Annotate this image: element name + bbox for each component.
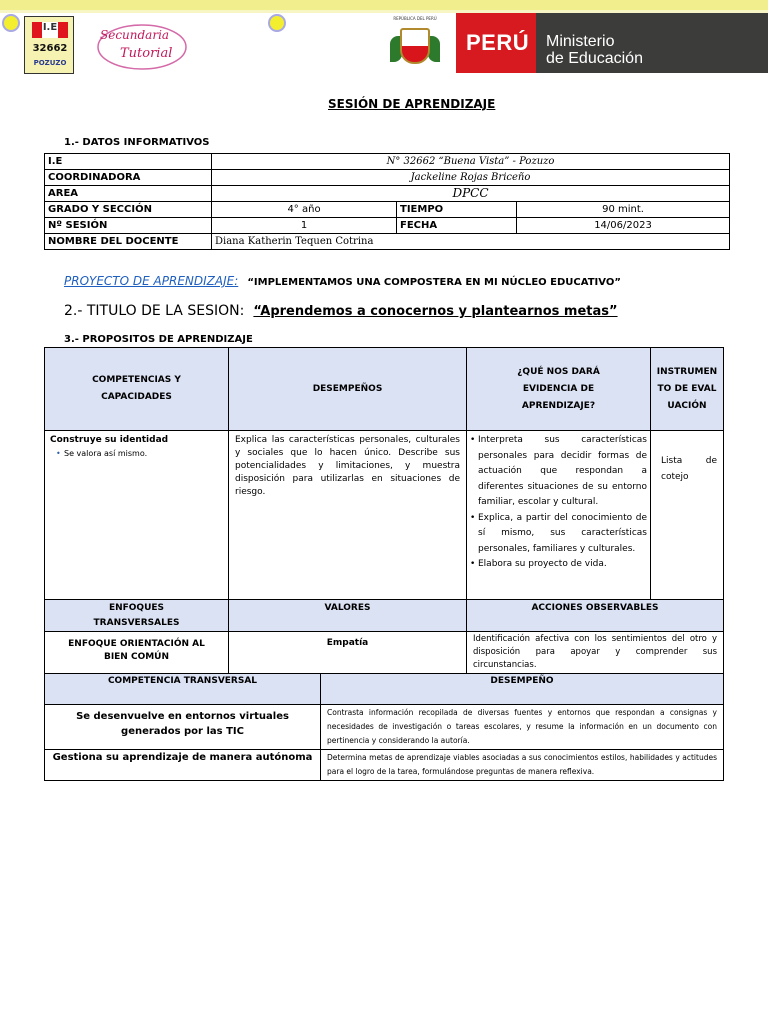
desempeno-cell: Explica las características personales, culturales y sociales que lo hacen único. Describe sus potencialidades y limitaciones, y muestra disposición para utilizarlas en situaciones de riesgo. — [229, 431, 467, 600]
table-row — [45, 218, 730, 234]
competencia-cell — [45, 431, 229, 600]
tutorial-logo — [96, 22, 188, 72]
grade-value: 4° año — [212, 202, 397, 218]
list-item: • Explica, a partir del conocimiento de sí mismo, sus características personales, familiares y culturales. — [470, 511, 647, 558]
table-row — [45, 170, 730, 186]
area-label: AREA — [45, 186, 212, 202]
accion-cell: Identificación afectiva con los sentimientos del otro y disposición para apoyar y comprender sus circunstancias. — [467, 632, 724, 674]
transversal-competencia-2: Gestiona su aprendizaje de manera autónoma — [45, 750, 321, 781]
table-row — [45, 674, 724, 705]
table-row — [45, 750, 724, 781]
section2-heading — [64, 300, 618, 319]
project-value: “IMPLEMENTAMOS UNA COMPOSTERA EN MI NÚCLEO EDUCATIVO” — [247, 277, 621, 288]
tutorial-logo-line1: Secundaria — [100, 28, 170, 42]
grade-label: GRADO Y SECCIÓN — [45, 202, 212, 218]
transversal-table — [44, 673, 724, 781]
header-enfoques: ENFOQUES TRANSVERSALES — [45, 600, 229, 632]
time-value: 90 mint. — [517, 202, 730, 218]
table-row — [45, 431, 724, 600]
peru-label: PERÚ — [466, 30, 530, 55]
peru-brand — [456, 13, 536, 73]
transversal-desempeno-1: Contrasta información recopilada de diversas fuentes y entornos que respondan a consignas y necesidades de investigación o tareas escolares, y resume la información en un documento con pertinencia y considerando la autoría. — [321, 705, 724, 750]
list-item: • Interpreta sus características personales para decidir formas de actuación que respondan a diferentes situaciones de su entorno familiar, escolar y cultural. — [470, 433, 647, 511]
session-value: 1 — [212, 218, 397, 234]
decorative-dot-icon — [2, 14, 20, 32]
school-logo-town: POZUZO — [33, 59, 67, 67]
list-item: • Se valora así mismo. — [56, 447, 223, 460]
ministry-brand — [536, 13, 768, 73]
time-label: TIEMPO — [397, 202, 517, 218]
tutorial-logo-line2: Tutorial — [120, 46, 173, 61]
school-logo-text: I.E — [42, 22, 58, 33]
transversal-competencia-1: Se desenvuelve en entornos virtuales generados por las TIC — [45, 705, 321, 750]
date-label: FECHA — [397, 218, 517, 234]
instrumento-cell: Lista de cotejo — [651, 431, 724, 600]
top-stripe — [0, 0, 768, 10]
table-row — [45, 348, 724, 431]
ie-value: N° 32662 “Buena Vista” - Pozuzo — [212, 154, 730, 170]
purposes-table — [44, 347, 724, 674]
project-label: PROYECTO DE APRENDIZAJE: — [64, 274, 239, 288]
valor-cell: Empatía — [229, 632, 467, 674]
school-logo-number: 32662 — [32, 43, 68, 54]
header-desempenos: DESEMPEÑOS — [229, 348, 467, 431]
header-competencia-transversal: COMPETENCIA TRANSVERSAL — [45, 674, 321, 705]
shield-icon — [400, 28, 430, 64]
coord-label: COORDINADORA — [45, 170, 212, 186]
header-acciones: ACCIONES OBSERVABLES — [467, 600, 724, 632]
header-competencias: COMPETENCIAS Y CAPACIDADES — [45, 348, 229, 431]
coord-value: Jackeline Rojas Briceño — [212, 170, 730, 186]
teacher-value: Diana Katherin Tequen Cotrina — [212, 234, 730, 250]
section1-heading: 1.- DATOS INFORMATIVOS — [64, 137, 210, 148]
session-label: Nº SESIÓN — [45, 218, 212, 234]
header-valores: VALORES — [229, 600, 467, 632]
table-row — [45, 234, 730, 250]
competencia-name: Construye su identidad — [50, 435, 169, 445]
capacidades-list — [56, 447, 223, 460]
header-instrumento: INSTRUMENTO DE EVALUACIÓN — [651, 348, 724, 431]
teacher-label: NOMBRE DEL DOCENTE — [45, 234, 212, 250]
enfoque-cell: ENFOQUE ORIENTACIÓN AL BIEN COMÚN — [45, 632, 229, 674]
header-desempeno-transversal: DESEMPEÑO — [321, 674, 724, 705]
list-item: • Elabora su proyecto de vida. — [470, 557, 647, 573]
school-logo — [24, 16, 74, 74]
ministry-line2: de Educación — [546, 50, 643, 67]
evidencia-cell — [467, 431, 651, 600]
table-row — [45, 154, 730, 170]
area-value: DPCC — [212, 186, 730, 202]
table-row — [45, 705, 724, 750]
header-evidencia: ¿QUÉ NOS DARÁ EVIDENCIA DE APRENDIZAJE? — [467, 348, 651, 431]
ie-label: I.E — [45, 154, 212, 170]
section2-label: 2.- TITULO DE LA SESION: — [64, 303, 245, 319]
emblem-caption: REPÚBLICA DEL PERÚ — [393, 16, 437, 21]
date-value: 14/06/2023 — [517, 218, 730, 234]
table-row — [45, 186, 730, 202]
decorative-dot-icon — [268, 14, 286, 32]
project-line — [64, 270, 621, 289]
national-emblem — [388, 16, 442, 74]
ministry-line1: Ministerio — [546, 33, 615, 50]
page-title: SESIÓN DE APRENDIZAJE — [328, 97, 496, 111]
table-row — [45, 202, 730, 218]
info-table — [44, 153, 730, 250]
section2-value: “Aprendemos a conocernos y plantearnos metas” — [253, 304, 618, 319]
transversal-desempeno-2: Determina metas de aprendizaje viables asociadas a sus conocimientos estilos, habilidades y actitudes para el logro de la tarea, formulándose preguntas de manera reflexiva. — [321, 750, 724, 781]
table-row — [45, 600, 724, 632]
table-row — [45, 632, 724, 674]
section3-heading: 3.- PROPOSITOS DE APRENDIZAJE — [64, 334, 253, 345]
evidencias-list — [470, 433, 647, 573]
